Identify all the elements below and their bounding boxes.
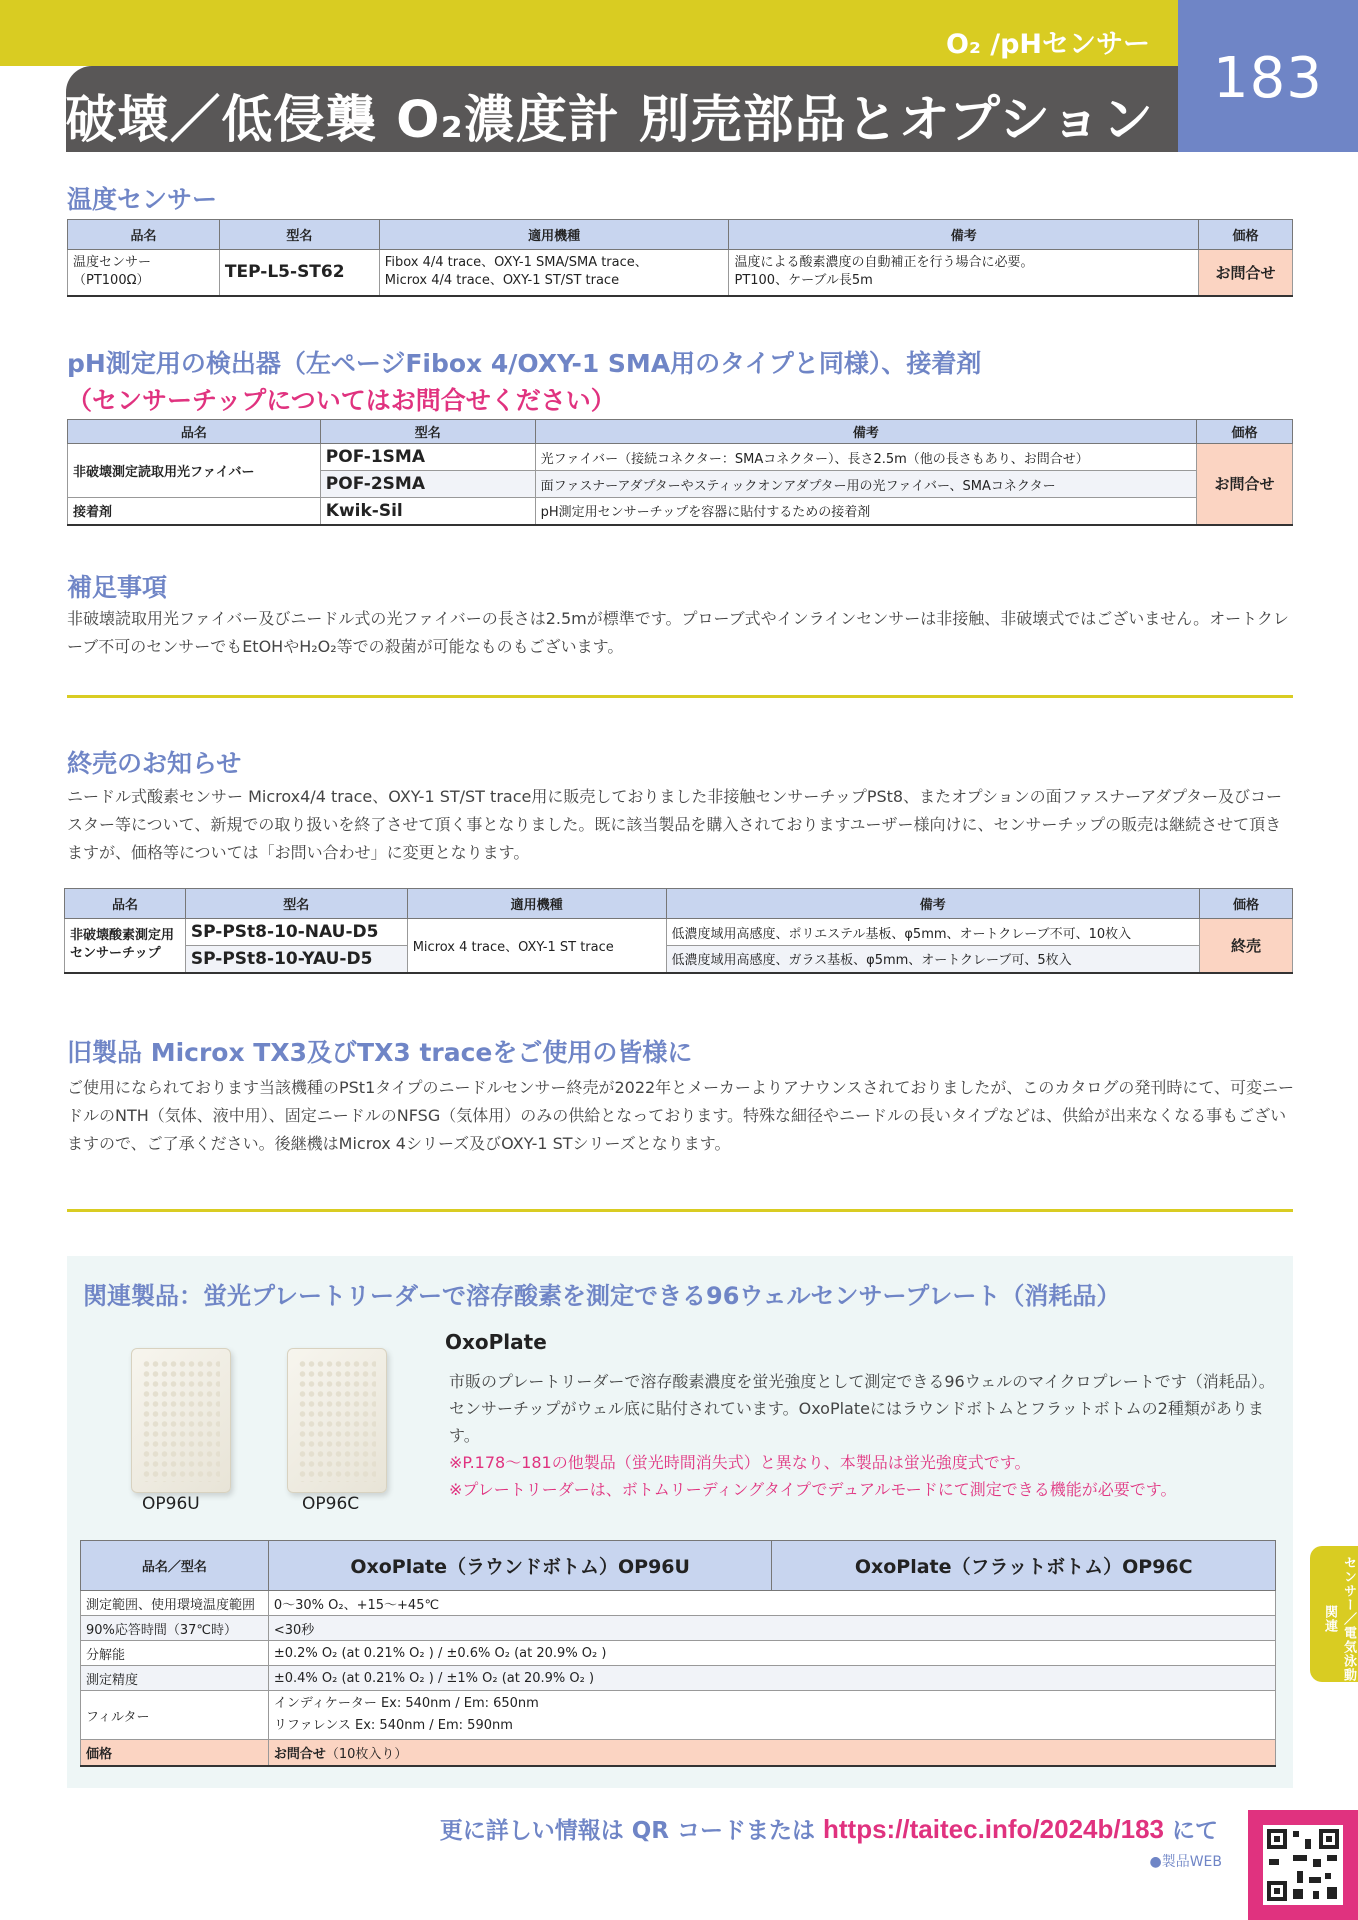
model-cell: TEP-L5-ST62 <box>219 250 379 296</box>
ph-subheading: （センサーチップについてはお問合せください） <box>67 386 616 415</box>
category-label: O₂ /pHセンサー <box>946 29 1150 60</box>
supplement-heading: 補足事項 <box>67 573 168 602</box>
col-header: OxoPlate（ラウンドボトム）OP96U <box>268 1541 772 1591</box>
col-header: 適用機種 <box>379 220 729 250</box>
product-name: 温度センサー <box>73 255 152 271</box>
product-url-link[interactable]: https://taitec.info/2024b/183 <box>823 1814 1164 1844</box>
note-cell: pH測定用センサーチップを容器に貼付するための接着剤 <box>535 498 1196 525</box>
description-line: 市販のプレートリーダーで溶存酸素濃度を蛍光強度として測定できる96ウェルのマイクロプレートです（消耗品）。 <box>449 1372 1275 1391</box>
note-line: ※プレートリーダーは、ボトムリーディングタイプでデュアルモードにて測定できる機能が必要です。 <box>449 1480 1177 1499</box>
supplement-text: 非破壊読取用光ファイバー及びニードル式の光ファイバーの長さは2.5mが標準です。プローブ式やインラインセンサーは非接触、非破壊式ではございません。オートクレーブ不可のセンサーでもEtOHやH₂O₂等での殺菌が可能なものもございます。 <box>67 609 1289 656</box>
applicable-line: Fibox 4/4 trace、OXY-1 SMA/SMA trace、 <box>384 255 648 271</box>
related-product-panel <box>67 1256 1293 1788</box>
price-cell: お問合せ <box>1199 250 1293 296</box>
col-header: 型名 <box>320 420 535 444</box>
price-cell: 終売 <box>1200 919 1293 973</box>
price-note: （10枚入り） <box>325 1746 408 1762</box>
page-number: 183 <box>1178 0 1358 152</box>
temp-sensor-table <box>67 219 1293 297</box>
discontinued-heading: 終売のお知らせ <box>67 749 242 778</box>
col-header: 適用機種 <box>407 889 666 919</box>
product-description <box>449 1368 1289 1503</box>
divider <box>67 695 1293 698</box>
col-header: OxoPlate（フラットボトム）OP96C <box>772 1541 1276 1591</box>
col-header: 品名 <box>65 889 186 919</box>
price-cell: お問合せ <box>1197 444 1293 525</box>
legacy-heading: 旧製品 Microx TX3及びTX3 traceをご使用の皆様に <box>67 1038 693 1067</box>
related-heading: 関連製品：蛍光プレートリーダーで溶存酸素を測定できる96ウェルセンサープレート（消耗品） <box>83 1282 1121 1310</box>
description-line: センサーチップがウェル底に貼付されています。OxoPlateにはラウンドボトムとフラットボトムの2種類があります。 <box>449 1399 1264 1445</box>
spec-value: ±0.2% O₂ (at 0.21% O₂ ) / ±0.6% O₂ (at 20.9% O₂ ) <box>268 1641 1275 1666</box>
product-web-label: ●製品WEB <box>1149 1854 1222 1870</box>
spec-value: リファレンス Ex: 540nm / Em: 590nm <box>273 1718 513 1733</box>
col-header: 価格 <box>1200 889 1293 919</box>
spec-value: <30秒 <box>268 1616 1275 1641</box>
col-header: 品名 <box>68 420 321 444</box>
qr-code-frame <box>1248 1810 1358 1920</box>
applicable-cell: Microx 4 trace、OXY-1 ST trace <box>407 919 666 973</box>
product-name: 接着剤 <box>68 498 321 525</box>
spec-value: 0～30% O₂、+15～+45℃ <box>268 1591 1275 1616</box>
col-header: 備考 <box>535 420 1196 444</box>
col-header: 品名／型名 <box>81 1541 269 1591</box>
product-name: 非破壊酸素測定用 <box>70 928 175 944</box>
divider <box>67 1209 1293 1212</box>
product-name-cell <box>65 919 186 973</box>
spec-label: 測定範囲、使用環境温度範囲 <box>81 1591 269 1616</box>
model-cell: Kwik-Sil <box>320 498 535 525</box>
col-header: 価格 <box>1197 420 1293 444</box>
spec-value: ±0.4% O₂ (at 0.21% O₂ ) / ±1% O₂ (at 20.9% O₂ ) <box>268 1666 1275 1691</box>
image-label: OP96U <box>142 1494 200 1514</box>
ph-heading: pH測定用の検出器（左ページFibox 4/OXY-1 SMA用のタイプと同様）、接着剤 <box>67 349 982 378</box>
qr-code-icon[interactable] <box>1263 1825 1343 1905</box>
applicable-cell <box>379 250 729 296</box>
footer-info <box>440 1812 1218 1845</box>
spec-label: 測定精度 <box>81 1666 269 1691</box>
discontinued-text: ニードル式酸素センサー Microx4/4 trace、OXY-1 ST/ST trace用に販売しておりました非接触センサーチップPSt8、またオプションの面ファスナーアダプター及びコースター等について、新規での取り扱いを終了させて頂く事となりました。既に該当製品を購入されておりますユーザー様向けに、センサーチップの販売は継続させて頂きますが、価格等については「お問い合わせ」に変更となります。 <box>67 787 1282 862</box>
price-value-cell <box>268 1740 1275 1766</box>
product-name-sub: センサーチップ <box>70 946 161 962</box>
side-index-tab[interactable]: センサー／電気泳動関連 <box>1310 1546 1358 1682</box>
legacy-text: ご使用になられております当該機種のPSt1タイプのニードルセンサー終売が2022年とメーカーよりアナウンスされておりましたが、このカタログの発刊時にて、可変ニードルのNTH（気体、液中用）、固定ニードルのNFSG（気体用）のみの供給となっております。特殊な細径やニードルの長いタイプなどは、供給が出来なくなる事もございますので、ご了承ください。後継機はMicrox 4シリーズ及びOXY-1 STシリーズとなります。 <box>67 1078 1295 1153</box>
col-header: 備考 <box>666 889 1200 919</box>
col-header: 備考 <box>729 220 1199 250</box>
model-cell: POF-1SMA <box>320 444 535 471</box>
product-name-cell <box>68 250 220 296</box>
discontinued-table <box>64 888 1293 974</box>
price-label: 価格 <box>81 1740 269 1766</box>
oxoplate-spec-table <box>80 1540 1276 1767</box>
note-line: ※P.178～181の他製品（蛍光時間消失式）と異なり、本製品は蛍光強度式です。 <box>449 1453 1031 1472</box>
temp-sensor-heading: 温度センサー <box>67 185 218 214</box>
model-cell: SP-PSt8-10-NAU-D5 <box>185 919 407 946</box>
model-cell: SP-PSt8-10-YAU-D5 <box>185 946 407 973</box>
oxoplate-flat-image <box>287 1348 387 1493</box>
col-header: 型名 <box>219 220 379 250</box>
note-cell: 光ファイバー（接続コネクター：SMAコネクター）、長さ2.5m（他の長さもあり、お問合せ） <box>535 444 1196 471</box>
page-title: 非破壊／低侵襲 O₂濃度計 別売部品とオプション <box>13 91 1154 150</box>
note-cell: 面ファスナーアダプターやスティックオンアダプター用の光ファイバー、SMAコネクター <box>535 471 1196 498</box>
spec-value: インディケーター Ex: 540nm / Em: 650nm <box>273 1696 539 1711</box>
col-header: 品名 <box>68 220 220 250</box>
model-cell: POF-2SMA <box>320 471 535 498</box>
note-cell: 低濃度域用高感度、ガラス基板、φ5mm、オートクレーブ可、5枚入 <box>666 946 1200 973</box>
price-value: お問合せ <box>273 1746 326 1762</box>
spec-label: 90%応答時間（37℃時） <box>81 1616 269 1641</box>
note-line: PT100、ケーブル長5m <box>734 273 873 289</box>
spec-label: フィルター <box>81 1691 269 1740</box>
col-header: 型名 <box>185 889 407 919</box>
spec-value-cell <box>268 1691 1275 1740</box>
note-cell: 低濃度域用高感度、ポリエステル基板、φ5mm、オートクレーブ不可、10枚入 <box>666 919 1200 946</box>
title-bar <box>13 66 1178 152</box>
col-header: 価格 <box>1199 220 1293 250</box>
product-name: 非破壊測定読取用光ファイバー <box>68 444 321 498</box>
product-title: OxoPlate <box>445 1330 547 1354</box>
oxoplate-round-image <box>131 1348 231 1493</box>
note-line: 温度による酸素濃度の自動補正を行う場合に必要。 <box>734 255 1034 271</box>
note-cell <box>729 250 1199 296</box>
image-label: OP96C <box>302 1494 360 1514</box>
spec-label: 分解能 <box>81 1641 269 1666</box>
applicable-line: Microx 4/4 trace、OXY-1 ST/ST trace <box>384 273 620 289</box>
product-name-sub: （PT100Ω） <box>73 273 150 289</box>
footer-text-before: 更に詳しい情報は QR コードまたは <box>439 1818 823 1844</box>
footer-text-after: にて <box>1163 1818 1218 1844</box>
ph-table <box>67 419 1293 526</box>
